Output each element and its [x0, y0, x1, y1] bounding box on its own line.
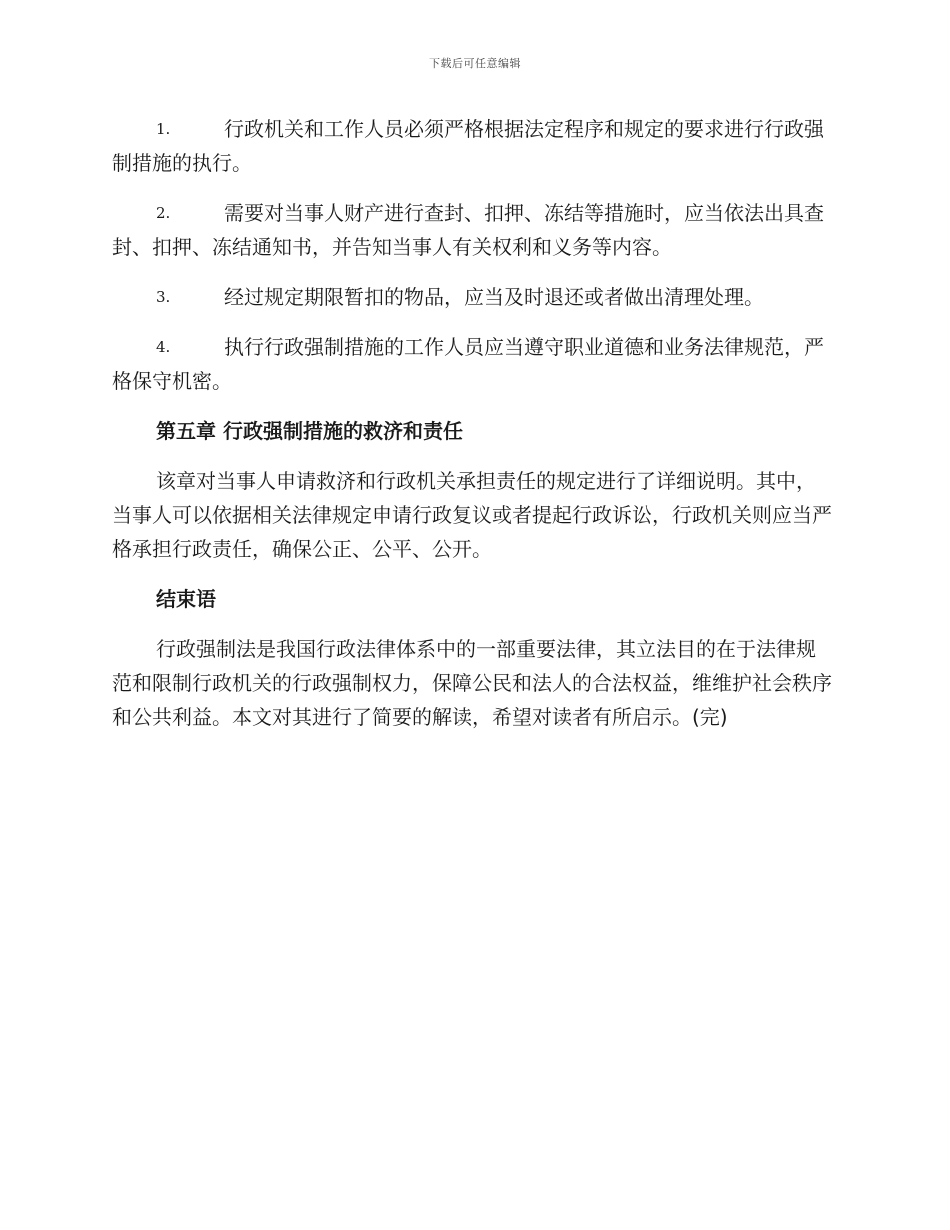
chapter-5-paragraph: 该章对当事人申请救济和行政机关承担责任的规定进行了详细说明。其中，当事人可以依据相关法律规定申请行政复议或者提起行政诉讼，行政机关则应当严格承担行政责任，确保公正、公平、公开。 [112, 469, 832, 561]
list-text: 执行行政强制措施的工作人员应当遵守职业道德和业务法律规范，严格保守机密。 [112, 335, 824, 393]
conclusion-paragraph: 行政强制法是我国行政法律体系中的一部重要法律，其立法目的在于法律规范和限制行政机关的行政强制权力，保障公民和法人的合法权益，维维护社会秩序和公共利益。本文对其进行了简要的解读，希望对读者有所启示。(完) [112, 637, 832, 729]
list-text: 需要对当事人财产进行查封、扣押、冻结等措施时，应当依法出具查封、扣押、冻结通知书，并告知当事人有关权利和义务等内容。 [112, 201, 824, 259]
list-number: 2. [156, 204, 171, 222]
list-item-4 [112, 330, 834, 398]
list-text: 经过规定期限暂扣的物品，应当及时退还或者做出清理处理。 [224, 285, 764, 309]
chapter-5-heading: 第五章 行政强制措施的救济和责任 [156, 419, 463, 443]
list-number: 3. [156, 288, 171, 306]
conclusion-heading: 结束语 [156, 587, 216, 611]
header-note: 下载后可任意编辑 [429, 57, 521, 70]
list-item-3 [112, 280, 834, 314]
list-text: 行政机关和工作人员必须严格根据法定程序和规定的要求进行行政强制措施的执行。 [112, 117, 824, 175]
list-number: 4. [156, 338, 171, 356]
list-item-1 [112, 112, 834, 180]
list-number: 1. [156, 120, 171, 138]
list-item-2 [112, 196, 834, 264]
document-body [112, 112, 834, 750]
